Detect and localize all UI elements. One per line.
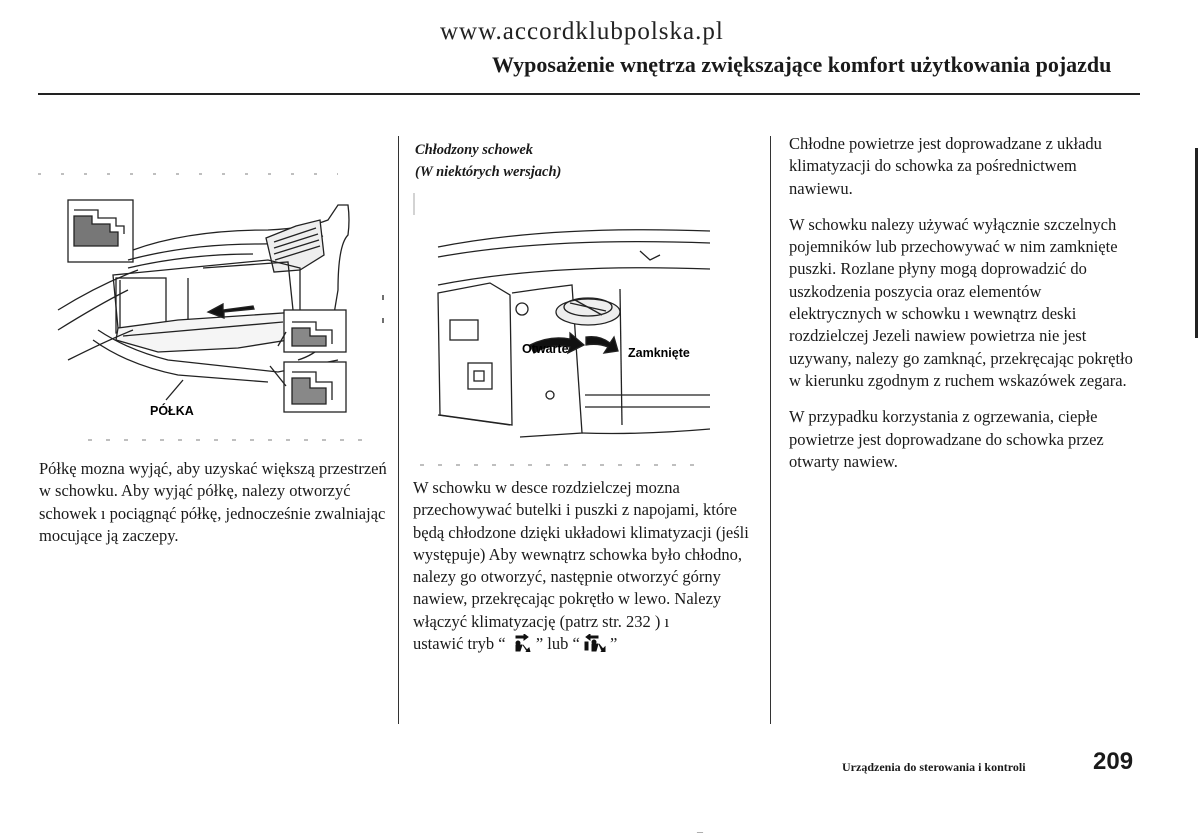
vent-face-foot-icon [510,634,532,652]
cool-air-paragraph: Chłodne powietrze jest doprowadzane z układu klimatyzacji do schowka za pośrednictwem nawiewu. [789,134,1102,198]
cooled-box-paragraph [413,477,768,655]
cooled-box-figure [410,185,710,475]
bottom-mark: – [697,824,703,838]
cooled-box-text: W schowku w desce rozdzielczej mozna przechowywać butelki i puszki z napojami, które będą chłodzone dzięki układowi klimatyzacji (jeśli występuje) Aby wewnątrz schowka było chłodno, nalezy go otworzyć, następnie otworzyć górny nawiew, przekręcając pokrętło w lewo. Nalezy włączyć klimatyzację (patrz str. 232 ) ı [413,478,749,631]
sealed-containers-paragraph: W schowku nalezy używać wyłącznie szczelnych pojemników lub przechowywać w nim zamknięte puszki. Rozlane płyny mogą doprowadzić do uszkodzenia poszycia oraz elementów elektrycznych w schowku ı wewnątrz deski rozdzielczej Jezeli nawiew powietrza nie jest uzywany, nalezy go zamknąć, przekręcając pokrętło w kierunku zgodnym z ruchem wskazówek zegara. [789,214,1133,390]
website-url: www.accordklubpolska.pl [440,18,724,45]
mode-suffix: ” [610,634,618,654]
cooled-box-caption [415,139,561,183]
heating-paragraph: W przypadku korzystania z ogrzewania, ciepłe powietrze jest doprowadzane do schowka przez otwarty nawiew. [789,407,1104,471]
label-open: Otwarte [522,342,569,356]
mode-middle: ” lub “ [535,634,580,654]
caption-subtitle: (W niektórych wersjach) [415,164,562,180]
column-divider-right [770,136,771,724]
footer-chapter-label: Urządzenia do sterowania i kontroli [842,760,1026,774]
cooled-box-illustration [410,185,710,475]
right-column [789,133,1134,487]
mode-line [413,633,768,655]
shelf-paragraph: Półkę mozna wyjąć, aby uzyskać większą przestrzeń w schowku. Aby wyjąć półkę, nalezy otworzyć schowek ı pociągnąć półkę, jednocześnie zwalniając mocujące ją zaczepy. [39,459,387,545]
shelf-figure [38,160,390,450]
shelf-illustration [38,160,390,450]
caption-title: Chłodzony schowek [415,142,534,158]
section-title: Wyposażenie wnętrza zwiększające komfort użytkowania pojazdu [492,52,1112,77]
vent-face-foot-alt-icon [584,634,606,652]
header-rule [38,93,1140,95]
mode-prefix: ustawić tryb “ [413,634,506,654]
shelf-label: PÓŁKA [150,404,194,418]
column-divider-left [398,136,399,724]
page-number: 209 [1093,748,1134,775]
label-closed: Zamknięte [628,346,690,360]
page-edge-marker [1195,148,1198,338]
